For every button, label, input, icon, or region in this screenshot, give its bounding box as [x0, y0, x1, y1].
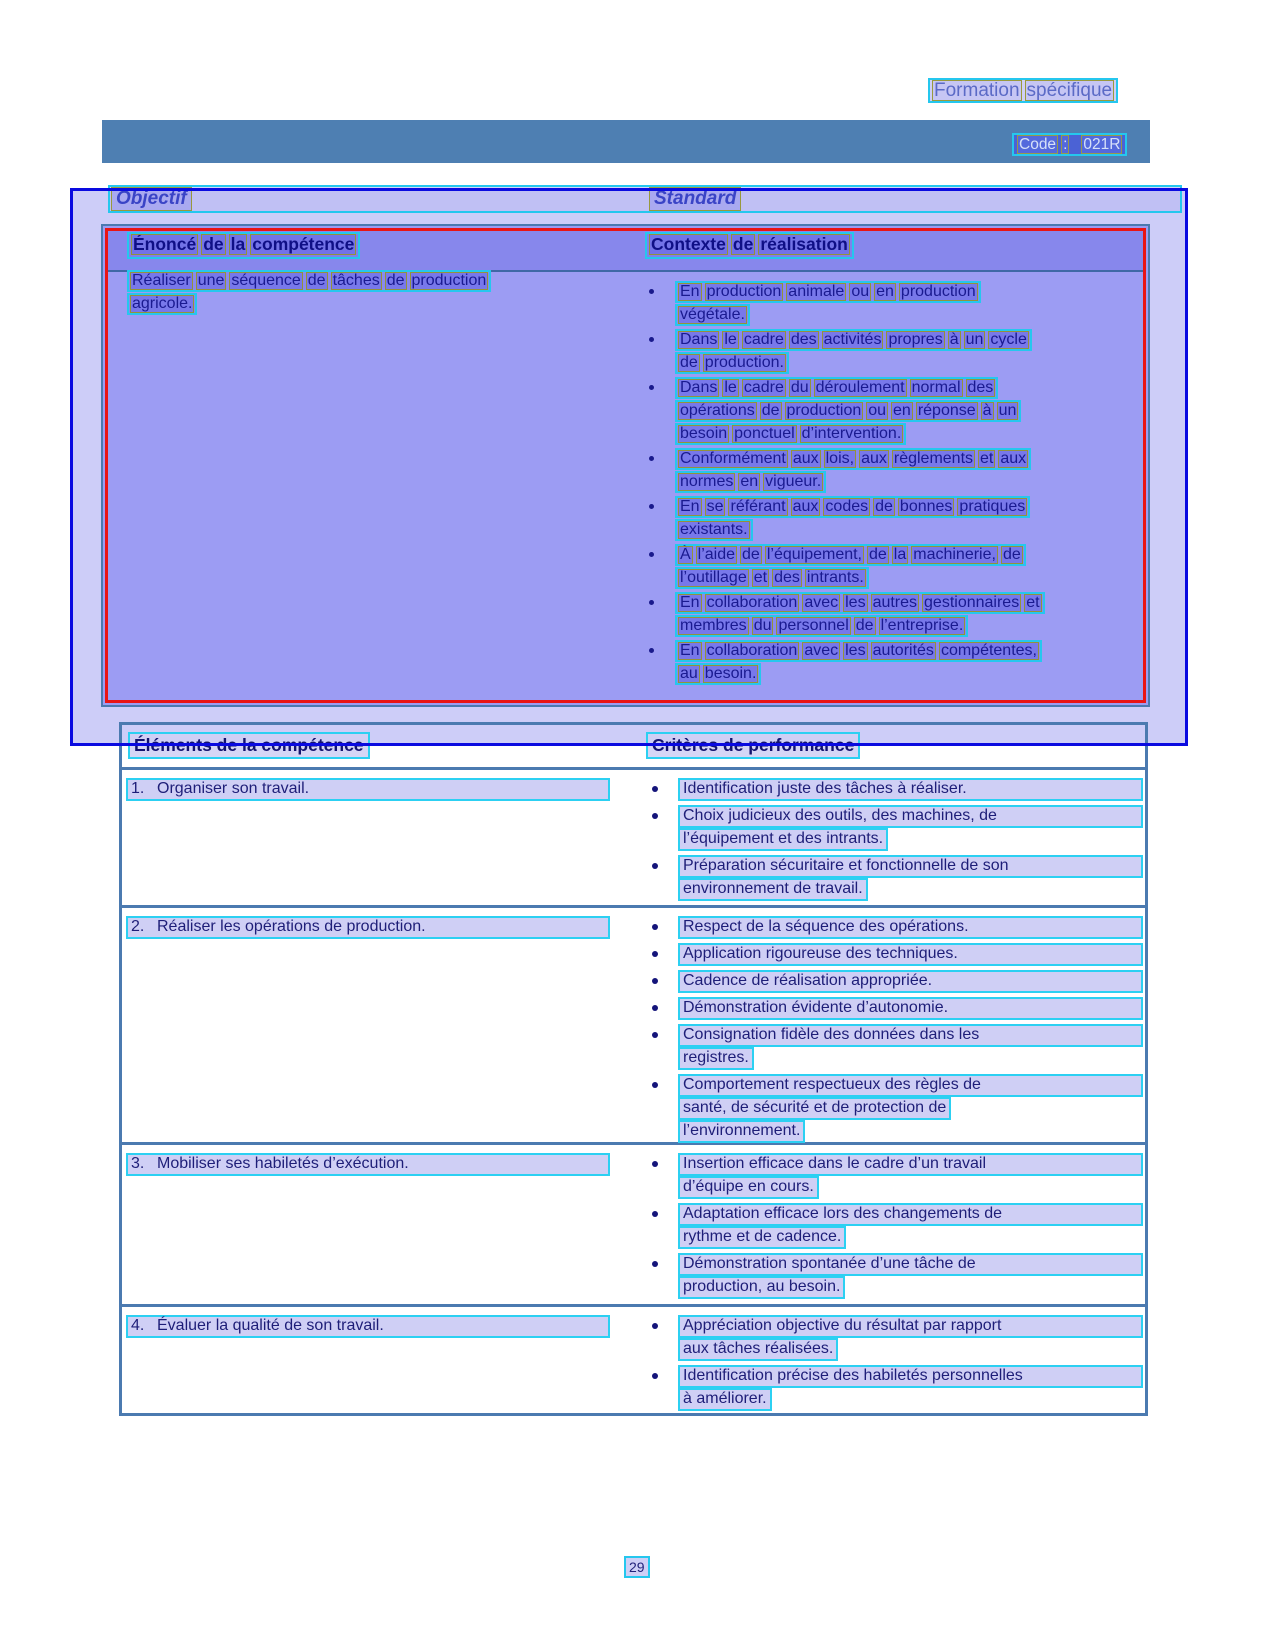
text-line: Identification précise des habiletés personnelles [678, 1365, 1143, 1388]
bullet-item [645, 592, 1145, 638]
word-box: collaboration [706, 594, 798, 611]
text-line [675, 663, 761, 685]
word-box: production [706, 283, 782, 300]
word-box: codes [825, 498, 869, 515]
bullet-item [645, 329, 1145, 375]
bullet-lines [678, 1253, 1143, 1299]
word-box: de [203, 234, 224, 254]
word-box: activités [823, 331, 882, 348]
word-box: l’aide [697, 546, 736, 563]
word-box: le [724, 331, 737, 348]
word-box: de [742, 546, 760, 563]
word-box: ponctuel [734, 425, 795, 442]
word-box: de [386, 272, 405, 289]
word-box: la [230, 234, 246, 254]
bullet-item [650, 1024, 1143, 1070]
bullet-lines [678, 916, 1143, 939]
item-number: 2. [131, 918, 145, 935]
enonce-cell [127, 270, 617, 316]
text-line [675, 423, 906, 445]
word-box: l’entreprise. [880, 617, 964, 634]
word-box: cadre [743, 379, 784, 396]
bullet-item [650, 1315, 1143, 1361]
contexte-list [645, 281, 1145, 688]
text-line: production, au besoin. [678, 1276, 845, 1299]
word-box: normal [911, 379, 961, 396]
bullet-item [650, 805, 1143, 851]
elements-table-header-row [122, 725, 1145, 770]
word-box: un [965, 331, 984, 348]
word-box: 021R [1083, 136, 1121, 153]
bullet-icon [650, 1203, 678, 1249]
word-box: réponse [917, 402, 976, 419]
bullet-lines [675, 329, 1032, 375]
word-box: compétentes, [940, 642, 1037, 659]
word-box: les [845, 642, 866, 659]
element-item [126, 778, 610, 801]
word-box: à [982, 402, 992, 419]
word-box: et [753, 569, 768, 586]
word-box: opérations [680, 402, 755, 419]
bullet-item [650, 943, 1143, 966]
bullet-icon [650, 1024, 678, 1070]
word-box: de [1002, 546, 1021, 563]
word-box: aux [861, 450, 887, 467]
text-line: Préparation sécuritaire et fonctionnelle de son [678, 855, 1143, 878]
standard-heading: Standard [650, 188, 740, 210]
criteres-list [650, 778, 1143, 905]
bullet-icon [645, 496, 675, 542]
bullet-lines [678, 1024, 1143, 1070]
page-number: 29 [624, 1556, 650, 1578]
enonce-header [127, 232, 360, 259]
bullet-icon [650, 778, 678, 801]
word-box: réalisation [760, 234, 848, 254]
word-box: et [980, 450, 994, 467]
bullet-icon [645, 544, 675, 590]
word-box: cadre [743, 331, 784, 348]
text-line [675, 448, 1031, 470]
word-box: le [724, 379, 737, 396]
word-box: autres [872, 594, 918, 611]
table-row [122, 908, 1145, 1145]
text-line: Cadence de réalisation appropriée. [678, 970, 1143, 993]
word-box: compétence [252, 234, 355, 254]
bullet-lines [678, 1365, 1143, 1411]
table-row [122, 1307, 1145, 1413]
bullet-item [650, 855, 1143, 901]
word-box: Code [1019, 136, 1057, 153]
bullet-icon [650, 855, 678, 901]
word-box: la [893, 546, 907, 563]
criteres-list [650, 1315, 1143, 1415]
word-box: autorités [872, 642, 934, 659]
word-box: production [900, 283, 976, 300]
bullet-icon [650, 1153, 678, 1199]
bullet-lines [678, 1203, 1143, 1249]
bullet-icon [650, 805, 678, 851]
text-line: environnement de travail. [678, 878, 868, 901]
word-box: un [998, 402, 1017, 419]
word-box: intrants. [806, 569, 864, 586]
bullet-icon [645, 592, 675, 638]
objectif-heading: Objectif [112, 188, 191, 210]
word-box: séquence [231, 272, 301, 289]
code-badge [1012, 133, 1127, 156]
word-box: besoin. [704, 665, 757, 682]
word-box: personnel [778, 617, 849, 634]
word-box: de [732, 234, 754, 254]
word-box: et [1026, 594, 1040, 611]
bullet-item [645, 377, 1145, 446]
bullet-item [645, 640, 1145, 686]
bullet-lines [678, 1153, 1143, 1199]
text-line: 1. Organiser son travail. [126, 778, 610, 801]
text-line [675, 377, 998, 399]
text-line: aux tâches réalisées. [678, 1338, 838, 1361]
word-box: de [875, 498, 893, 515]
word-box: référant [730, 498, 786, 515]
word-box: de [855, 617, 874, 634]
text-line: Insertion efficace dans le cadre d’un travail [678, 1153, 1143, 1176]
word-box: gestionnaires [924, 594, 1020, 611]
bullet-lines [678, 778, 1143, 801]
word-box: En [680, 642, 700, 659]
section-heading-line [108, 185, 1182, 213]
bullet-item [650, 1203, 1143, 1249]
text-line [675, 519, 753, 541]
text-line: rythme et de cadence. [678, 1226, 846, 1249]
bullet-lines [678, 1315, 1143, 1361]
element-item [126, 916, 610, 939]
bullet-item [645, 544, 1145, 590]
text-line [127, 270, 491, 292]
bullet-lines [678, 855, 1143, 901]
bullet-lines [678, 805, 1143, 851]
bullet-icon [650, 1253, 678, 1299]
text-line: d’équipe en cours. [678, 1176, 819, 1199]
code-label [1018, 136, 1068, 153]
bullet-lines [675, 496, 1030, 542]
word-box: l’équipement, [766, 546, 862, 563]
item-number: 3. [131, 1155, 145, 1172]
bullet-item [650, 970, 1143, 993]
word-box: tâches [332, 272, 380, 289]
table-row [122, 770, 1145, 908]
word-box: normes [680, 473, 734, 490]
word-box: de [869, 546, 887, 563]
document-title [928, 78, 1118, 103]
bullet-icon [650, 1074, 678, 1143]
text-line [675, 400, 1021, 422]
text-line [675, 640, 1042, 662]
word-box: propres [888, 331, 943, 348]
bullet-item [645, 448, 1145, 494]
text-line [127, 293, 197, 315]
word-box: Dans [680, 331, 718, 348]
word-box: collaboration [706, 642, 798, 659]
text-line [675, 281, 981, 303]
word-box: ou [851, 283, 870, 300]
word-box: Dans [680, 379, 718, 396]
elements-header: Éléments de la compétence [128, 732, 370, 759]
word-box: membres [680, 617, 747, 634]
word-box: en [893, 402, 911, 419]
word-box: cycle [990, 331, 1027, 348]
text-line: Choix judicieux des outils, des machines, de [678, 805, 1143, 828]
item-number: 4. [131, 1317, 145, 1334]
word-box: agricole. [132, 295, 193, 312]
bullet-item [650, 778, 1143, 801]
word-box: animale [788, 283, 845, 300]
criteres-list [650, 916, 1143, 1147]
elements-table [119, 722, 1148, 1416]
text-line: 4. Évaluer la qualité de son travail. [126, 1315, 610, 1338]
element-item [126, 1315, 610, 1338]
bullet-lines [675, 448, 1031, 494]
bullet-lines [675, 640, 1042, 686]
bullet-lines [675, 544, 1026, 590]
header-bar [102, 120, 1150, 163]
criteres-list [650, 1153, 1143, 1303]
bullet-item [650, 1253, 1143, 1299]
word-box: En [680, 594, 700, 611]
element-item [126, 1153, 610, 1176]
bullet-icon [650, 970, 678, 993]
text-line: 3. Mobiliser ses habiletés d’exécution. [126, 1153, 610, 1176]
text-line: Identification juste des tâches à réaliser. [678, 778, 1143, 801]
word-box: Énoncé [133, 234, 197, 254]
word-box: aux [792, 498, 819, 515]
text-line [675, 567, 869, 589]
word-box: bonnes [899, 498, 953, 515]
word-box: des [790, 331, 817, 348]
text-line [675, 352, 789, 374]
text-line [675, 471, 826, 493]
word-box: spécifique [1026, 80, 1113, 101]
word-box: de [680, 354, 698, 371]
word-box: des [967, 379, 994, 396]
word-box: déroulement [815, 379, 905, 396]
word-box: machinerie, [913, 546, 996, 563]
word-box: avec [804, 594, 839, 611]
word-box: production [411, 272, 487, 289]
word-box: l’outillage [680, 569, 747, 586]
word-box: se [706, 498, 724, 515]
code-value [1082, 136, 1121, 153]
contexte-header [645, 232, 854, 259]
word-box: Formation [934, 80, 1020, 101]
bullet-icon [645, 640, 675, 686]
bullet-icon [645, 377, 675, 446]
bullet-icon [650, 997, 678, 1020]
text-line: Appréciation objective du résultat par rapport [678, 1315, 1143, 1338]
bullet-icon [650, 916, 678, 939]
bullet-item [650, 1153, 1143, 1199]
bullet-lines [678, 970, 1143, 993]
text-line: Adaptation efficace lors des changements de [678, 1203, 1143, 1226]
text-line: santé, de sécurité et de protection de [678, 1097, 951, 1120]
criteres-header: Critères de performance [646, 732, 860, 759]
bullet-lines [675, 592, 1045, 638]
word-box: de [307, 272, 326, 289]
word-box: du [790, 379, 809, 396]
text-line: Comportement respectueux des règles de [678, 1074, 1143, 1097]
item-number: 1. [131, 780, 145, 797]
text-line [675, 544, 1026, 566]
word-box: ou [868, 402, 887, 419]
bullet-lines [678, 1074, 1143, 1143]
word-box: au [680, 665, 698, 682]
text-line [675, 304, 750, 326]
bullet-icon [645, 448, 675, 494]
text-line: Démonstration évidente d’autonomie. [678, 997, 1143, 1020]
word-box: : [1063, 136, 1068, 153]
bullet-lines [678, 943, 1143, 966]
bullet-item [645, 496, 1145, 542]
word-box: aux [1000, 450, 1027, 467]
word-box: règlements [893, 450, 974, 467]
text-line: l’équipement et des intrants. [678, 828, 888, 851]
bullet-icon [645, 281, 675, 327]
bullet-icon [650, 1365, 678, 1411]
bullet-lines [675, 377, 1021, 446]
bullet-item [650, 1074, 1143, 1143]
text-line: à améliorer. [678, 1388, 772, 1411]
word-box: En [680, 283, 700, 300]
text-line: l’environnement. [678, 1120, 805, 1143]
word-box: du [753, 617, 772, 634]
text-line [675, 329, 1032, 351]
word-box: Réaliser [132, 272, 191, 289]
text-line: 2. Réaliser les opérations de production. [126, 916, 610, 939]
text-line [675, 615, 968, 637]
word-box: vigueur. [765, 473, 822, 490]
word-box: production [786, 402, 862, 419]
word-box: aux [792, 450, 819, 467]
bullet-icon [650, 943, 678, 966]
word-box: une [197, 272, 225, 289]
word-box: besoin [680, 425, 728, 442]
word-box: végétale. [680, 306, 745, 323]
word-box: À [680, 546, 691, 563]
bullet-icon [645, 329, 675, 375]
text-line: Démonstration spontanée d’une tâche de [678, 1253, 1143, 1276]
word-box: de [761, 402, 780, 419]
word-box: des [774, 569, 800, 586]
text-line [675, 592, 1045, 614]
word-box: en [740, 473, 759, 490]
word-box: existants. [680, 521, 748, 538]
word-box: En [680, 498, 700, 515]
text-line: Respect de la séquence des opérations. [678, 916, 1143, 939]
bullet-item [650, 916, 1143, 939]
bullet-lines [675, 281, 981, 327]
word-box: les [845, 594, 866, 611]
bullet-item [650, 997, 1143, 1020]
bullet-icon [650, 1315, 678, 1361]
word-box: Conformément [680, 450, 786, 467]
word-box: lois, [825, 450, 855, 467]
bullet-item [645, 281, 1145, 327]
text-line: registres. [678, 1047, 754, 1070]
word-box: production. [704, 354, 784, 371]
competence-table [101, 224, 1150, 707]
bullet-item [650, 1365, 1143, 1411]
table-row [122, 1145, 1145, 1307]
word-box: d’intervention. [801, 425, 902, 442]
word-box: à [949, 331, 959, 348]
text-line [675, 496, 1030, 518]
text-line: Consignation fidèle des données dans les [678, 1024, 1143, 1047]
bullet-lines [678, 997, 1143, 1020]
word-box: avec [804, 642, 839, 659]
word-box: Contexte [651, 234, 726, 254]
word-box: pratiques [959, 498, 1026, 515]
text-line: Application rigoureuse des techniques. [678, 943, 1143, 966]
word-box: en [876, 283, 894, 300]
